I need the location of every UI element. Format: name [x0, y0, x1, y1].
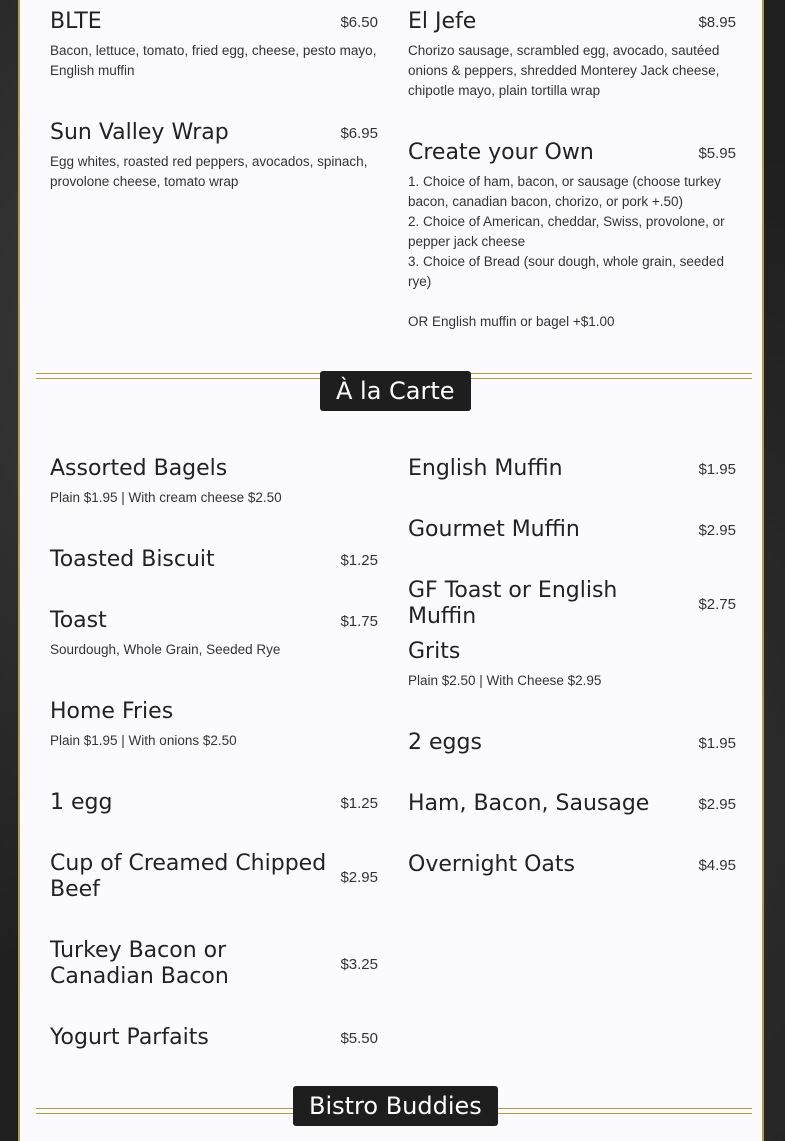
menu-item-assorted-bagels — [50, 456, 378, 508]
item-price: $1.95 — [698, 460, 736, 478]
item-description — [50, 640, 378, 660]
item-name: Grits — [408, 639, 461, 664]
menu-item-grits — [408, 639, 736, 691]
menu-item-toasted-biscuit — [50, 547, 378, 573]
item-price: $8.95 — [698, 13, 736, 31]
item-name: 1 egg — [50, 790, 113, 815]
description-line: Bacon, lettuce, tomato, fried egg, cheese, pesto mayo, English muffin — [50, 43, 377, 78]
item-description — [50, 731, 378, 751]
item-name: Sun Valley Wrap — [50, 120, 229, 145]
item-price: $3.25 — [340, 955, 378, 973]
description-line: Sourdough, Whole Grain, Seeded Rye — [50, 642, 281, 657]
item-name: English Muffin — [408, 456, 563, 481]
item-price: $2.75 — [698, 595, 736, 613]
menu-item-overnight-oats — [408, 852, 736, 878]
item-description — [50, 41, 378, 81]
item-name: Cup of Creamed Chipped Beef — [50, 851, 327, 902]
menu-item-gf-toast — [408, 578, 736, 630]
section-heading-bistro-buddies: Bistro Buddies — [293, 1086, 498, 1126]
menu-item-home-fries — [50, 699, 378, 751]
item-price: $1.75 — [340, 612, 378, 630]
item-description — [408, 172, 736, 332]
item-description — [50, 152, 378, 192]
description-line: Plain $2.50 | With Cheese $2.95 — [408, 673, 602, 688]
item-name: Overnight Oats — [408, 852, 575, 877]
menu-item-english-muffin — [408, 456, 736, 482]
item-price: $2.95 — [698, 795, 736, 813]
item-name: Toasted Biscuit — [50, 547, 215, 572]
description-line: Plain $1.95 | With cream cheese $2.50 — [50, 490, 282, 505]
item-name: Turkey Bacon or Canadian Bacon — [50, 938, 229, 989]
item-price: $2.95 — [698, 521, 736, 539]
item-name: Ham, Bacon, Sausage — [408, 791, 650, 816]
item-price: $2.95 — [340, 868, 378, 886]
menu-item-turkey-canadian-bacon — [50, 938, 378, 990]
item-name: El Jefe — [408, 9, 477, 34]
item-name: 2 eggs — [408, 730, 482, 755]
item-name: Toast — [50, 608, 107, 633]
description-line: 1. Choice of ham, bacon, or sausage (choose turkey bacon, canadian bacon, chorizo, or pork +.50) — [408, 174, 721, 209]
item-name: Yogurt Parfaits — [50, 1025, 209, 1050]
item-price: $5.50 — [340, 1029, 378, 1047]
item-description — [408, 41, 736, 101]
description-line: OR English muffin or bagel +$1.00 — [408, 314, 615, 329]
description-line: 3. Choice of Bread (sour dough, whole grain, seeded rye) — [408, 254, 724, 289]
section-heading-a-la-carte: À la Carte — [320, 371, 471, 411]
menu-item-toast — [50, 608, 378, 660]
item-name: Assorted Bagels — [50, 456, 228, 481]
description-spacer — [408, 292, 736, 312]
menu-item-el-jefe — [408, 9, 736, 101]
item-name: BLTE — [50, 9, 102, 34]
description-line: 2. Choice of American, cheddar, Swiss, provolone, or pepper jack cheese — [408, 214, 725, 249]
item-price: $1.95 — [698, 734, 736, 752]
menu-item-blte — [50, 9, 378, 81]
menu-item-yogurt-parfaits — [50, 1025, 378, 1051]
menu-item-2-eggs — [408, 730, 736, 756]
item-price: $5.95 — [698, 144, 736, 162]
item-price: $1.25 — [340, 551, 378, 569]
item-name: Home Fries — [50, 699, 174, 724]
description-line: Plain $1.95 | With onions $2.50 — [50, 733, 237, 748]
menu-item-gourmet-muffin — [408, 517, 736, 543]
menu-item-creamed-chipped-beef — [50, 851, 378, 903]
item-description — [408, 671, 736, 691]
item-price: $6.95 — [340, 124, 378, 142]
item-price: $4.95 — [698, 856, 736, 874]
item-name: GF Toast or English Muffin — [408, 578, 618, 629]
menu-item-1-egg — [50, 790, 378, 816]
item-price: $6.50 — [340, 13, 378, 31]
menu-item-ham-bacon-sausage — [408, 791, 736, 817]
menu-item-create-your-own — [408, 140, 736, 332]
menu-board — [18, 0, 764, 1141]
menu-item-sun-valley-wrap — [50, 120, 378, 192]
item-description — [50, 488, 378, 508]
item-name: Create your Own — [408, 140, 594, 165]
description-line: Chorizo sausage, scrambled egg, avocado, sautéed onions & peppers, shredded Monterey Jack cheese, chipotle mayo, plain tortilla wrap — [408, 43, 720, 98]
item-price: $1.25 — [340, 794, 378, 812]
description-line: Egg whites, roasted red peppers, avocados, spinach, provolone cheese, tomato wrap — [50, 154, 368, 189]
item-name: Gourmet Muffin — [408, 517, 580, 542]
